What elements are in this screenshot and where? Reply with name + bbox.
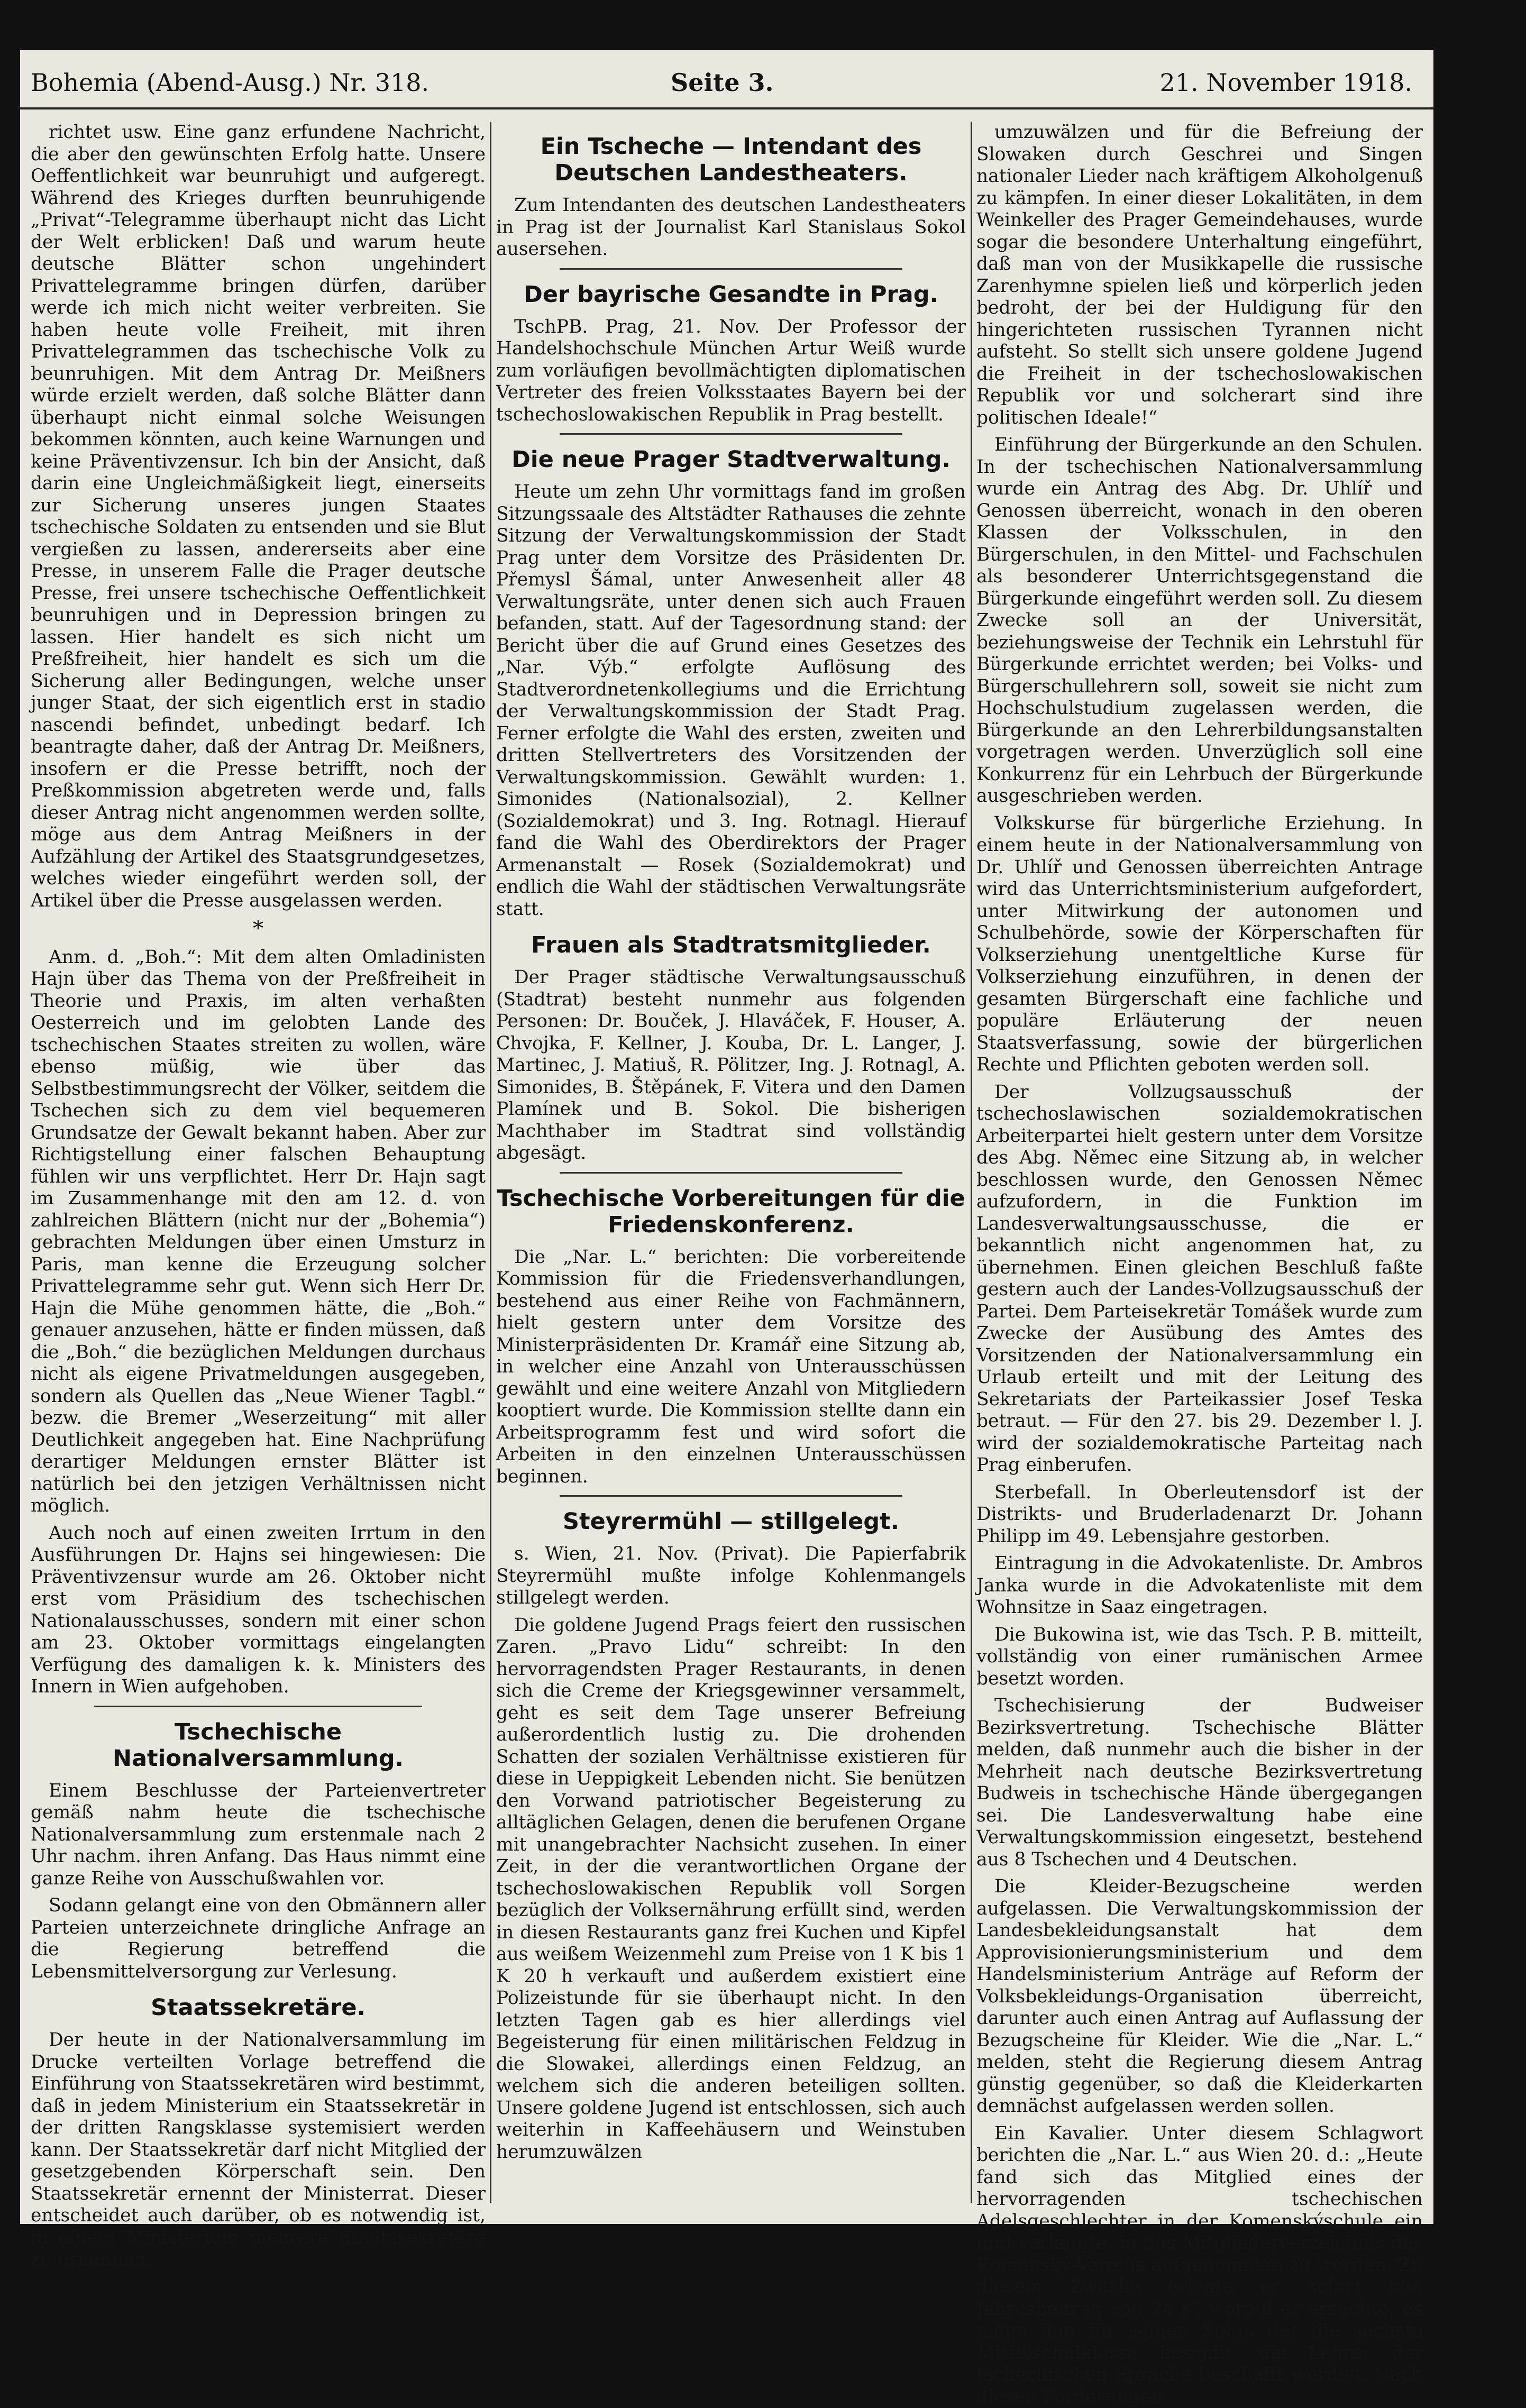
news-item: Der Vollzugsausschuß der tschechoslawischen sozialdemokratischen Arbeiterpartei hielt gestern unter dem Vorsitze des Abg. Němec eine Sitzung ab, in welcher beschlossen wurde, den Genossen Němec aufzufordern, in die Funktion im Landesverwaltungsausschusse, die er bekanntlich nicht angenommen hat, zu übernehmen. Einen gleichen Beschluß faßte gestern auch der Landes-Vollzugsausschuß der Partei. Dem Parteisekretär Tomášek wurde zum Zwecke der Ausübung des Amtes des Vorsitzenden der Nationalversammlung ein Urlaub erteilt und mit der Leitung des Sekretariats der Parteikassier Josef Teska betraut. — Für den 27. bis 29. Dezember l. J. wird der sozialdemokratische Parteitag nach Prag einberufen. [976, 1082, 1423, 1477]
news-item: Eintragung in die Advokatenliste. Dr. Ambros Janka wurde in die Advokatenliste mit dem Wohnsitze in Saaz eingetragen. [976, 1553, 1423, 1619]
column-divider [971, 122, 972, 2203]
article-headline: Frauen als Stadtratsmitglieder. [496, 932, 966, 958]
newspaper-page [20, 50, 1433, 2224]
masthead [20, 50, 1433, 108]
article-divider [94, 1706, 422, 1707]
issue-date: 21. November 1918. [1159, 68, 1412, 97]
article-divider [560, 433, 902, 435]
article-divider [560, 1172, 902, 1174]
article-paragraph: s. Wien, 21. Nov. (Privat). Die Papierfabrik Steyrermühl mußte infolge Kohlenmangels stillgelegt werden. [496, 1543, 966, 1609]
article-subheadline: Staatssekretäre. [31, 1994, 486, 2021]
masthead-rule [20, 107, 1433, 109]
news-item: Ein Kavalier. Unter diesem Schlagwort berichten die „Nar. L.“ aus Wien 20. d.: „Heute fand sich das Mitglied eines der hervorragenden tschechischen Adelsgeschlechter in der Komenskýschule ein und verlangte, in das Mitgliederverzeichnis des Komenský-Vereins aufgenommen zu werden. Zu diesem Zwecke erlegte er sofort den Jahresbeitrag von 24 K, worauf er ersuchte, es möge ihm für seinen Sohn, der die sechste Mittelschulklasse besucht, ein Lehrer der tschechischen Sprache beschafft werden. Nach diesen Forderungen [976, 2123, 1423, 2408]
article-divider [560, 268, 902, 270]
article-paragraph: Die goldene Jugend Prags feiert den russischen Zaren. „Pravo Lidu“ schreibt: In den hervorragendsten Prager Restaurants, in denen sich die Creme der Kriegsgewinner versammelt, geht es seit dem Tage unserer Befreiung außerordentlich lustig zu. Die drohenden Schatten der sozialen Verhältnisse existieren für diese in Ueppigkeit Lebenden nicht. Sie benützen den Vorwand patriotischer Begeisterung zu alltäglichen Gelagen, denen die berufenen Organe mit unangebrachter Nachsicht zusehen. In einer Zeit, in der die verantwortlichen Organe der tschechoslowakischen Republik voll Sorgen bezüglich der Volksernährung erfüllt sind, werden in diesen Restaurants ganz frei Kuchen und Kipfel aus weißem Weizenmehl zum Preise von 1 K bis 1 K 20 h verkauft und außerdem existiert eine Polizeistunde für sie überhaupt nicht. In den letzten Tagen gab es hier allerdings viel Begeisterung für einen militärischen Feldzug in die Slowakei, allerdings einen Feldzug, an welchem sich die anderen beteiligen sollten. Unsere goldene Jugend ist entschlossen, sich auch weiterhin in Kaffeehäusern und Weinstuben herumzuwälzen [496, 1615, 966, 2164]
article-headline: Tschechische Nationalversammlung. [31, 1719, 486, 1772]
news-item: Tschechisierung der Budweiser Bezirksvertretung. Tschechische Blätter melden, daß nunmehr auch die bisher in der Mehrheit nach deutsche Bezirksvertretung Budweis in tschechische Hände übergegangen sei. Die Landesverwaltung habe eine Verwaltungskommission eingesetzt, bestehend aus 8 Tschechen und 4 Deutschen. [976, 1695, 1423, 1871]
article-paragraph: Die „Nar. L.“ berichten: Die vorbereitende Kommission für die Friedensverhandlungen, bestehend aus einer Reihe von Fachmännern, hielt gestern unter dem Vorsitze des Ministerpräsidenten Dr. Kramář eine Sitzung ab, in welcher eine Anzahl von Unterausschüssen gewählt und eine weitere Anzahl von Mitgliedern kooptiert wurde. Die Kommission stellte dann ein Arbeitsprogramm fest und wird sofort die Arbeiten in den einzelnen Unterausschüssen beginnen. [496, 1247, 966, 1488]
page-number: Seite 3. [671, 68, 774, 97]
article-paragraph: richtet usw. Eine ganz erfundene Nachricht, die aber den gewünschten Erfolg hatte. Unsere Oeffentlichkeit war beunruhigt und aufgeregt. Während des Krieges durften beunruhigende „Privat“-Telegramme überhaupt nicht das Licht der Welt erblicken! Daß und warum heute deutsche Blätter schon ungehindert Privattelegramme bringen dürfen, darüber werde ich mich nicht weiter verbreiten. Sie haben heute volle Freiheit, mit ihren Privattelegrammen das tschechische Volk zu beunruhigen. Mit dem Antrag Dr. Meißners würde erzielt werden, daß solche Blätter dann überhaupt nicht einmal solche Weisungen bekommen könnten, auch keine Warnungen und keine Präventivzensur. Ich bin der Ansicht, daß darin eine Ungleichmäßigkeit liegt, einerseits zur Sicherung unseres jungen Staates tschechische Soldaten zu entsenden und sie Blut vergießen zu lassen, andererseits aber eine Presse, in unserem Falle die Prager deutsche Presse, frei unsere tschechische Oeffentlichkeit beunruhigen und in Depression bringen zu lassen. Hier handelt es sich nicht um Preßfreiheit, hier handelt es sich um die Sicherung aller Bedingungen, welche unser junger Staat, der sich eigentlich erst in stadio nascendi befindet, unbedingt bedarf. Ich beantragte daher, daß der Antrag Dr. Meißners, insofern er die Presse betrifft, noch der Preßkommission abgetreten werde und, falls dieser Antrag nicht angenommen werden sollte, möge aus dem Antrag Meißners in der Aufzählung der Artikel des Staatsgrundgesetzes, welches wieder eingeführt werden soll, der Artikel über die Presse ausgelassen werden. [31, 122, 486, 912]
article-paragraph: Sodann gelangt eine von den Obmännern aller Parteien unterzeichnete dringliche Anfrage an die Regierung betreffend die Lebensmittelversorgung zur Verlesung. [31, 1895, 486, 1983]
article-paragraph: Der Prager städtische Verwaltungsausschuß (Stadtrat) besteht nunmehr aus folgenden Personen: Dr. Bouček, J. Hlaváček, F. Houser, A. Chvojka, F. Kellner, J. Kouba, Dr. L. Langer, J. Martinec, J. Matiuš, R. Pölitzer, Ing. J. Rotnagl, A. Simonides, B. Štěpánek, F. Vitera und den Damen Plamínek und B. Sokol. Die bisherigen Machthaber im Stadtrat sind vollständig abgesägt. [496, 967, 966, 1165]
article-paragraph: Zum Intendanten des deutschen Landestheaters in Prag ist der Journalist Karl Stanislaus Sokol ausersehen. [496, 195, 966, 261]
column-divider [490, 122, 491, 2203]
news-item: Die Bukowina ist, wie das Tsch. P. B. mitteilt, vollständig von einer rumänischen Armee besetzt worden. [976, 1624, 1423, 1690]
article-paragraph: TschPB. Prag, 21. Nov. Der Professor der Handelshochschule München Artur Weiß wurde zum vorläufigen bevollmächtigten diplomatischen Vertreter des freien Volksstaates Bayern bei der tschechoslowakischen Republik in Prag bestellt. [496, 316, 966, 426]
news-item: Einführung der Bürgerkunde an den Schulen. In der tschechischen Nationalversammlung wurde ein Antrag des Abg. Dr. Uhlíř und Genossen überreicht, wonach in den oberen Klassen der Volksschulen, in den Bürgerschulen, in den Mittel- und Fachschulen als besonderer Unterrichtsgegenstand die Bürgerkunde eingeführt werden soll. Zu diesem Zwecke soll an der Universität, beziehungsweise der Technik ein Lehrstuhl für Bürgerkunde errichtet werden; bei Volks- und Bürgerschullehrern soll, soweit sie nicht zum Hochschulstudium zugelassen werden, die Bürgerkunde an den Lehrerbildungsanstalten vorgetragen werden. Unverzüglich soll eine Konkurrenz für ein Lehrbuch der Bürgerkunde ausgeschrieben werden. [976, 434, 1423, 808]
article-paragraph: Anm. d. „Boh.“: Mit dem alten Omladinisten Hajn über das Thema von der Preßfreiheit in Theorie und Praxis, im alten verhaßten Oesterreich und im gelobten Lande des tschechischen Staates streiten zu wollen, wäre ebenso müßig, wie über das Selbstbestimmungsrecht der Völker, seitdem die Tschechen sich zu dem viel bequemeren Grundsatze der Gewalt bekannt haben. Aber zur Richtigstellung einer falschen Behauptung fühlen wir uns verpflichtet. Herr Dr. Hajn sagt im Zusammenhange mit den am 12. d. von zahlreichen Blättern (nicht nur der „Bohemia“) gebrachten Meldungen über einen Umsturz in Paris, man kenne die Erzeugung solcher Privattelegramme sehr gut. Wenn sich Herr Dr. Hajn die Mühe genommen hätte, die „Boh.“ genauer anzusehen, hätte er finden müssen, daß die „Boh.“ die bezüglichen Meldungen durchaus nicht als eigene Privatmeldungen ausgegeben, sondern als Quellen das „Neue Wiener Tagbl.“ bezw. die Bremer „Weserzeitung“ mit aller Deutlichkeit angegeben hat. Eine Nachprüfung derartiger Meldungen ernster Blätter ist natürlich bei den jetzigen Verhältnissen nicht möglich. [31, 947, 486, 1517]
news-item: Volkskurse für bürgerliche Erziehung. In einem heute in der Nationalversammlung von Dr. Uhlíř und Genossen überreichten Antrage wird das Unterrichtsministerium aufgefordert, unter Mitwirkung der autonomen und Schulbehörde, sowie der Körperschaften für Volkserziehung unentgeltliche Kurse für Volkserziehung einzuführen, in denen der gesamten Bürgerschaft eine fachliche und populäre Erläuterung der neuen Staatsverfassung, sowie der bürgerlichen Rechte und Pflichten geboten werden soll. [976, 813, 1423, 1076]
article-paragraph: Der heute in der Nationalversammlung im Drucke verteilten Vorlage betreffend die Einführung von Staatssekretären wird bestimmt, daß in jedem Ministerium ein Staatssekretär in der dritten Rangsklasse systemisiert werden kann. Der Staatssekretär darf nicht Mitglied der gesetzgebenden Körperschaft sein. Den Staatssekretär ernennt der Ministerrat. Dieser entscheidet auch darüber, ob es notwendig ist, in einem Ministerium mehrere Staatssekretäre zu ernennen. [31, 2029, 486, 2271]
column-3 [976, 122, 1423, 2203]
article-paragraph: Einem Beschlusse der Parteienvertreter gemäß nahm heute die tschechische Nationalversammlung zum erstenmale nach 2 Uhr nachm. ihren Anfang. Das Haus nimmt eine ganze Reihe von Ausschußwahlen vor. [31, 1780, 486, 1890]
column-1 [31, 122, 486, 2203]
news-item: Sterbefall. In Oberleutensdorf ist der Distrikts- und Bruderladenarzt Dr. Johann Philipp im 49. Lebensjahre gestorben. [976, 1482, 1423, 1548]
article-headline: Steyrermühl — stillgelegt. [496, 1508, 966, 1535]
article-paragraph: umzuwälzen und für die Befreiung der Slowaken durch Geschrei und Singen nationaler Lieder nach kräftigem Alkoholgenuß zu kämpfen. In einer dieser Lokalitäten, in dem Weinkeller des Prager Gemeindehauses, wurde sogar die besondere Unterhaltung eingeführt, daß man von der Musikkapelle die russische Zarenhymne spielen ließ und körperlich jeden bedroht, der bei der Huldigung für den hingerichteten russischen Tyrannen nicht aufsteht. So stellt sich unsere goldene Jugend die Freiheit in der tschechoslowakischen Republik vor und solcherart sind ihre politischen Ideale!“ [976, 122, 1423, 429]
section-separator: * [31, 918, 486, 940]
article-headline: Ein Tscheche — Intendant des Deutschen Landestheaters. [496, 133, 966, 186]
article-paragraph: Auch noch auf einen zweiten Irrtum in den Ausführungen Dr. Hajns sei hingewiesen: Die Präventivzensur wurde am 26. Oktober nicht erst vom Präsidium des tschechischen Nationalausschusses, sondern mit einer schon am 23. Oktober vormittags eingelangten Verfügung des damaligen k. k. Ministers des Innern in Wien aufgehoben. [31, 1523, 486, 1698]
paper-title: Bohemia (Abend-Ausg.) Nr. 318. [31, 68, 429, 97]
article-divider [560, 1495, 902, 1497]
news-item: Die Kleider-Bezugscheine werden aufgelassen. Die Verwaltungskommission der Landesbekleidungsanstalt hat dem Approvisionierungsministerium und dem Handelsministerium Anträge auf Reform der Volksbekleidungs-Organisation überreicht, darunter auch einen Antrag auf Auflassung der Bezugscheine für Kleider. Wie die „Nar. L.“ melden, steht die Regierung diesem Antrag günstig gegenüber, so daß die Kleiderkarten demnächst aufgelassen werden sollen. [976, 1876, 1423, 2118]
article-headline: Tschechische Vorbereitungen für die Friedenskonferenz. [496, 1185, 966, 1238]
article-headline: Der bayrische Gesandte in Prag. [496, 281, 966, 308]
column-2 [496, 122, 966, 2203]
article-headline: Die neue Prager Stadtverwaltung. [496, 446, 966, 473]
article-paragraph: Heute um zehn Uhr vormittags fand im großen Sitzungssaale des Altstädter Rathauses die zehnte Sitzung der Verwaltungskommission der Stadt Prag unter dem Vorsitze des Präsidenten Dr. Přemysl Šámal, unter Anwesenheit aller 48 Verwaltungsräte, unter denen sich auch Frauen befanden, statt. Auf der Tagesordnung stand: der Bericht über die auf Grund eines Gesetzes des „Nar. Výb.“ erfolgte Auflösung des Stadtverordnetenkollegiums und die Errichtung der Verwaltungskommission der Stadt Prag. Ferner erfolgte die Wahl des ersten, zweiten und dritten Stellvertreters des Vorsitzenden der Verwaltungskommission. Gewählt wurden: 1. Simonides (Nationalsozial), 2. Kellner (Sozialdemokrat) und 3. Ing. Rotnagl. Hierauf fand die Wahl des Oberdirektors der Prager Armenanstalt — Rosek (Sozialdemokrat) und endlich die Wahl der städtischen Verwaltungsräte statt. [496, 481, 966, 920]
